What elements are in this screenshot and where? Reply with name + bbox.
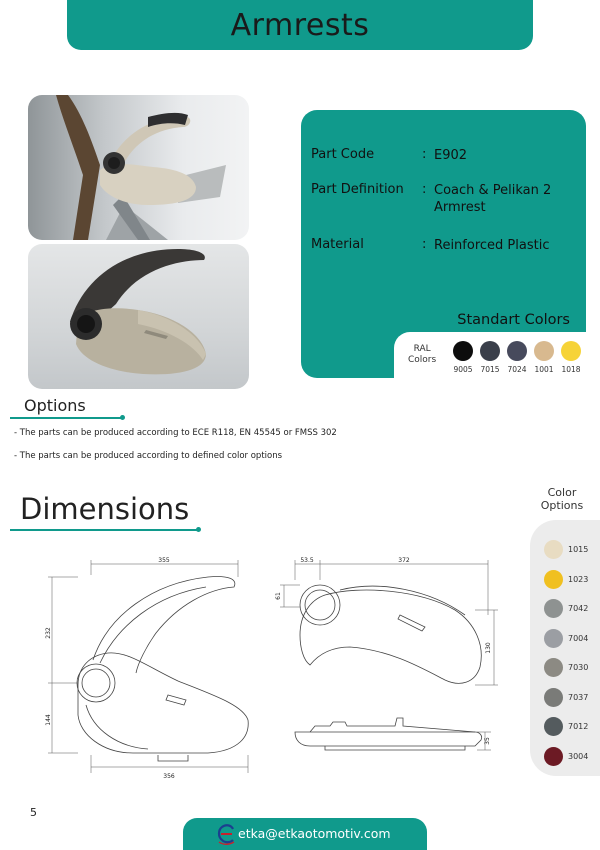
part-code-value: E902 [434,148,468,163]
ral-colors-label [408,344,436,366]
dimensions-underline-dot [196,527,201,532]
color-option-swatch-3004 [544,747,563,766]
dim-top-width-right: 372 [398,557,410,564]
color-options-panel [530,520,600,776]
option-item-colors: - The parts can be produced according to defined color options [14,451,283,461]
color-option-swatch-7012 [544,717,563,736]
ral-swatch-1001 [534,341,554,361]
etka-logo-icon [217,823,237,845]
part-info-card [301,110,586,378]
header-bar [67,0,533,50]
color-option-swatch-7030 [544,658,563,677]
option-item-standards: - The parts can be produced according to ECE R118, EN 45545 or FMSS 302 [14,428,337,438]
color-option-code-7004: 7004 [568,633,589,643]
dim-small-height: 61 [275,592,282,600]
page-number: 5 [30,806,37,819]
ral-code-7024: 7024 [507,365,527,374]
front-view-drawing [285,710,495,760]
ral-code-9005: 9005 [453,365,473,374]
armrest-photo-illustration-top [28,95,249,240]
material-value: Reinforced Plastic [434,238,550,253]
dim-top-width: 355 [158,557,170,564]
part-code-separator: : [422,147,427,162]
product-photo-top [28,95,249,240]
dimensions-underline [10,529,199,531]
dim-lower-height: 144 [45,714,52,726]
color-option-swatch-1015 [544,540,563,559]
ral-code-7015: 7015 [480,365,500,374]
product-photo-bottom [28,244,249,389]
color-options-title [530,486,594,512]
color-option-swatch-1023 [544,570,563,589]
color-option-code-7012: 7012 [568,722,589,731]
ral-label-line1: RAL [413,344,431,354]
options-underline-dot [120,415,125,420]
color-option-code-1023: 1023 [568,574,589,584]
options-title: Options [24,396,86,415]
ral-label-line2: Colors [408,355,437,365]
ral-code-1018: 1018 [561,365,581,374]
dim-thickness: 35 [484,737,491,745]
dim-height-right: 130 [485,642,492,654]
color-option-code-7030: 7030 [568,663,589,672]
part-definition-label: Part Definition [311,182,404,197]
top-view-drawing [270,555,500,710]
dimensions-title: Dimensions [20,492,190,526]
standard-colors-title: Standart Colors [457,312,570,328]
footer-email-link[interactable]: etka@etkaotomotiv.com [238,826,391,841]
ral-swatch-7024 [507,341,527,361]
page-title: Armrests [230,7,370,43]
color-option-code-1015: 1015 [568,545,589,554]
ral-swatch-9005 [453,341,473,361]
color-option-swatch-7004 [544,629,563,648]
color-option-code-7042: 7042 [568,604,589,613]
color-option-code-3004: 3004 [568,751,589,761]
color-option-code-7037: 7037 [568,692,589,702]
ral-colors-box [394,332,594,378]
color-options-title-line2: Options [540,499,584,512]
color-option-swatch-7042 [544,599,563,618]
material-label: Material [311,237,364,252]
material-separator: : [422,237,427,252]
side-view-drawing [38,555,260,785]
dim-offset: 53.5 [300,557,314,564]
ral-code-1001: 1001 [534,365,554,374]
dim-bottom-width: 356 [163,773,175,780]
ral-swatch-7015 [480,341,500,361]
footer-bar [183,818,427,850]
part-definition-value: Coach & Pelikan 2 Armrest [434,183,552,215]
part-definition-separator: : [422,182,427,197]
color-option-swatch-7037 [544,688,563,707]
color-options-title-line1: Color [547,486,577,499]
part-code-label: Part Code [311,147,375,162]
options-underline [10,417,122,419]
ral-swatch-1018 [561,341,581,361]
dim-upper-height: 232 [45,627,52,639]
armrest-photo-illustration-bottom [28,244,249,389]
